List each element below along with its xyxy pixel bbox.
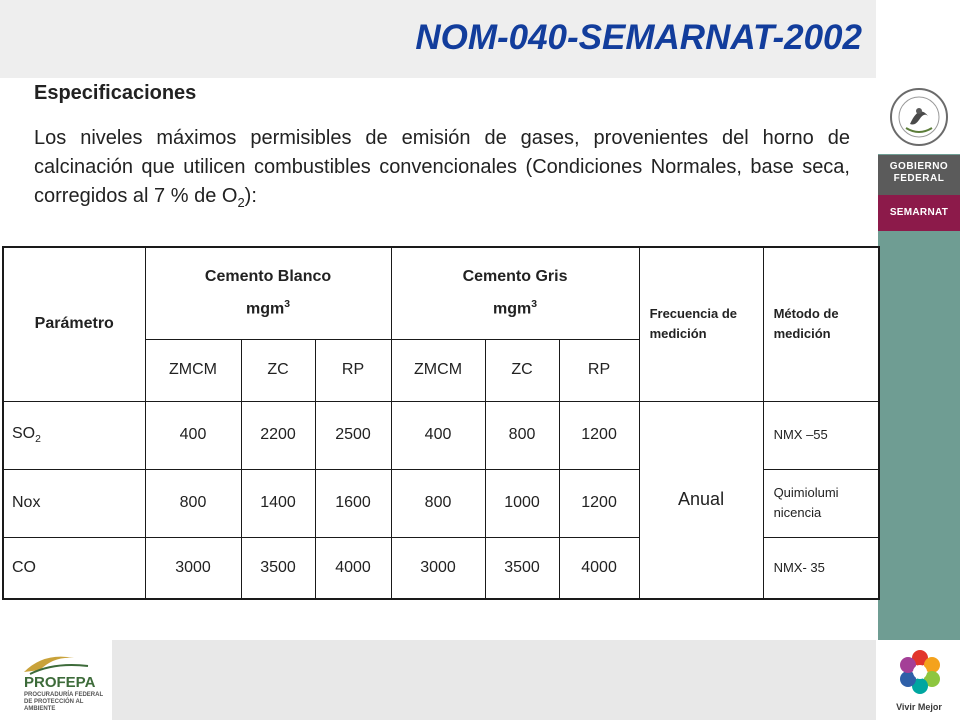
value-cell: 3000: [391, 537, 485, 599]
paragraph-end: ):: [244, 185, 257, 207]
subcol-header: ZMCM: [145, 339, 241, 401]
value-cell: 1200: [559, 401, 639, 469]
cemento-gris-unit-sup: 3: [531, 299, 538, 311]
mexico-coat-of-arms-icon: [888, 86, 950, 148]
subcol-header: ZMCM: [391, 339, 485, 401]
value-cell: 3500: [241, 537, 315, 599]
value-cell: 3000: [145, 537, 241, 599]
table-row: [3, 401, 879, 469]
page-title: NOM-040-SEMARNAT-2002: [415, 18, 862, 57]
cemento-blanco-unit: [146, 291, 391, 323]
cemento-blanco-unit-sup: 3: [284, 299, 291, 311]
value-cell: 1000: [485, 469, 559, 537]
subcol-header: ZC: [485, 339, 559, 401]
method-cell: Quimiolumi nicencia: [763, 469, 879, 537]
frequency-cell: Anual: [639, 401, 763, 599]
param-subscript: 2: [35, 434, 41, 446]
subcol-header: ZC: [241, 339, 315, 401]
cemento-blanco-unit-text: mgm: [246, 300, 285, 318]
vivir-mejor-logo: [878, 640, 960, 720]
cemento-gris-name: Cemento Gris: [462, 268, 568, 286]
param-name: CO: [12, 558, 36, 576]
vivir-mejor-flower-icon: [896, 648, 944, 696]
method-cell: NMX- 35: [763, 537, 879, 599]
param-header: Parámetro: [3, 247, 145, 401]
section-heading: Especificaciones: [34, 82, 197, 104]
profepa-logo: [10, 650, 106, 716]
cemento-gris-header: [391, 247, 639, 339]
emission-limits-table: [2, 246, 880, 600]
value-cell: 2200: [241, 401, 315, 469]
value-cell: 800: [145, 469, 241, 537]
value-cell: 1200: [559, 469, 639, 537]
value-cell: 400: [145, 401, 241, 469]
profepa-name: PROFEPA: [24, 674, 96, 691]
value-cell: 4000: [559, 537, 639, 599]
cemento-gris-unit-text: mgm: [493, 300, 532, 318]
paragraph-subscript: 2: [237, 195, 245, 210]
description-paragraph: [34, 124, 850, 217]
gobierno-federal-label: GOBIERNO FEDERAL: [878, 155, 960, 195]
semarnat-label: SEMARNAT: [878, 195, 960, 231]
value-cell: 2500: [315, 401, 391, 469]
paragraph-text: Los niveles máximos permisibles de emisión de gases, provenientes del horno de calcinación que utilicen combustibles convencionales (Condiciones Normales, base seca, corregidos al 7 % de O: [34, 127, 850, 207]
mexico-emblem-box: [878, 80, 960, 154]
param-name: Nox: [12, 494, 41, 511]
profepa-subtitle: PROCURADURÍA FEDERAL DE PROTECCIÓN AL AMBIENTE: [24, 692, 104, 712]
value-cell: 400: [391, 401, 485, 469]
cemento-gris-unit: [392, 291, 639, 323]
sidebar: [878, 0, 960, 720]
sidebar-top-blank: [878, 0, 960, 80]
profepa-leaf-icon: [10, 650, 106, 676]
param-cell: [3, 537, 145, 599]
value-cell: 3500: [485, 537, 559, 599]
param-name: SO: [12, 424, 36, 442]
value-cell: 1400: [241, 469, 315, 537]
param-cell: [3, 469, 145, 537]
method-header: Método de medición: [763, 247, 879, 401]
param-cell: [3, 401, 145, 469]
cemento-blanco-header: [145, 247, 391, 339]
subcol-header: RP: [315, 339, 391, 401]
value-cell: 1600: [315, 469, 391, 537]
table-header-row: [3, 247, 879, 339]
value-cell: 800: [485, 401, 559, 469]
cemento-blanco-name: Cemento Blanco: [204, 268, 332, 286]
footer-band: [112, 640, 876, 720]
value-cell: 4000: [315, 537, 391, 599]
frequency-header: Frecuencia de medición: [639, 247, 763, 401]
method-cell: NMX –55: [763, 401, 879, 469]
value-cell: 800: [391, 469, 485, 537]
vivir-mejor-text: Vivir Mejor: [896, 702, 942, 712]
title-bar: [0, 0, 876, 78]
subcol-header: RP: [559, 339, 639, 401]
